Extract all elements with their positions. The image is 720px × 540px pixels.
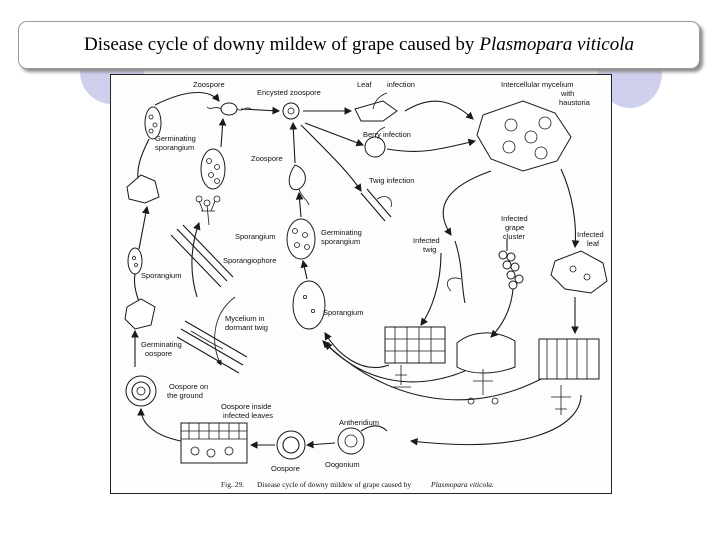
leaf-section-right-drawing bbox=[539, 339, 599, 415]
label-oospore-on: Oospore on bbox=[169, 382, 209, 391]
label-sporangiophore: Sporangiophore bbox=[223, 256, 277, 265]
label-the-ground: the ground bbox=[167, 391, 203, 400]
label-cluster: cluster bbox=[503, 232, 526, 241]
label-haustoria: haustoria bbox=[559, 98, 590, 107]
label-infection: infection bbox=[387, 80, 415, 89]
label-infected-leaf-2: leaf bbox=[587, 239, 600, 248]
label-mycelium-in: Mycelium in bbox=[225, 314, 265, 323]
germinating-sporangium-drawing bbox=[127, 107, 161, 203]
label-oogonium: Oogonium bbox=[325, 460, 360, 469]
caption-fig-number: Fig. 29. bbox=[221, 480, 245, 489]
infected-leaf-tissue-drawing bbox=[181, 423, 247, 463]
disease-cycle-figure bbox=[110, 74, 612, 494]
title-pathogen: Plasmopara viticola bbox=[479, 34, 635, 55]
infected-grape-cluster-drawing bbox=[499, 239, 523, 289]
label-sporangium-mid: Sporangium bbox=[323, 308, 364, 317]
oospore-ground-drawing bbox=[126, 376, 156, 406]
label-sporangium-upper: Sporangium bbox=[235, 232, 276, 241]
infected-twig-drawing bbox=[447, 241, 465, 303]
label-germinating-2: Germinating bbox=[321, 228, 362, 237]
label-encysted-zoospore: Encysted zoospore bbox=[257, 88, 321, 97]
title-text: Disease cycle of downy mildew of grape caused by bbox=[83, 34, 475, 55]
label-sporangium-1: sporangium bbox=[155, 143, 195, 152]
label-oospore: Oospore bbox=[271, 464, 300, 473]
caption-text: Disease cycle of downy mildew of grape caused by bbox=[257, 480, 412, 489]
sporangium-drawing bbox=[125, 248, 155, 329]
label-zoospore-mid: Zoospore bbox=[251, 154, 283, 163]
label-infected-twig-1: Infected bbox=[413, 236, 440, 245]
twig-infection-drawing bbox=[361, 189, 391, 221]
label-dormant-twig: dormant twig bbox=[225, 323, 268, 332]
caption-pathogen: Plasmopara viticola. bbox=[431, 480, 494, 489]
label-oospore-inside: Oospore inside bbox=[221, 402, 272, 411]
figure-caption bbox=[221, 480, 494, 489]
label-berry-infection: Berry infection bbox=[363, 130, 411, 139]
slide-title bbox=[18, 21, 700, 69]
label-infected-twig-2: twig bbox=[423, 245, 437, 254]
label-germinating-oospore-2: oospore bbox=[145, 349, 173, 358]
oogonium-drawing bbox=[338, 426, 387, 454]
oospore-drawing bbox=[277, 431, 305, 459]
label-twig-infection: Twig infection bbox=[369, 176, 415, 185]
germinating-sporangium-center-drawing bbox=[287, 219, 315, 259]
encysted-zoospore-drawing bbox=[283, 103, 299, 119]
disease-cycle-diagram bbox=[111, 75, 611, 493]
label-germinating-1: Germinating bbox=[155, 134, 196, 143]
label-infected-1: Infected bbox=[501, 214, 528, 223]
intercellular-mycelium-drawing bbox=[477, 101, 571, 171]
label-sporangium-left: Sporangium bbox=[141, 271, 182, 280]
label-with: with bbox=[561, 89, 575, 98]
label-leaf: Leaf bbox=[357, 80, 372, 89]
label-infected-leaves: infected leaves bbox=[223, 411, 274, 420]
label-germinating-oospore-1: Germinating bbox=[141, 340, 182, 349]
sporangium-center-drawing bbox=[293, 281, 325, 329]
label-intercellular-mycelium: Intercellular mycelium bbox=[501, 80, 574, 89]
label-sporangium-2: sporangium bbox=[321, 237, 361, 246]
label-zoospore-top: Zoospore bbox=[193, 80, 225, 89]
leaf-infection-drawing bbox=[355, 93, 397, 121]
leaf-section-left-drawing bbox=[385, 327, 445, 387]
label-infected-leaf-1: Infected bbox=[577, 230, 604, 239]
germinating-sporangium-mid-drawing bbox=[201, 149, 225, 189]
label-grape: grape bbox=[505, 223, 525, 232]
label-antheridium: Antheridium bbox=[339, 418, 380, 427]
infected-leaf-drawing bbox=[551, 251, 607, 293]
